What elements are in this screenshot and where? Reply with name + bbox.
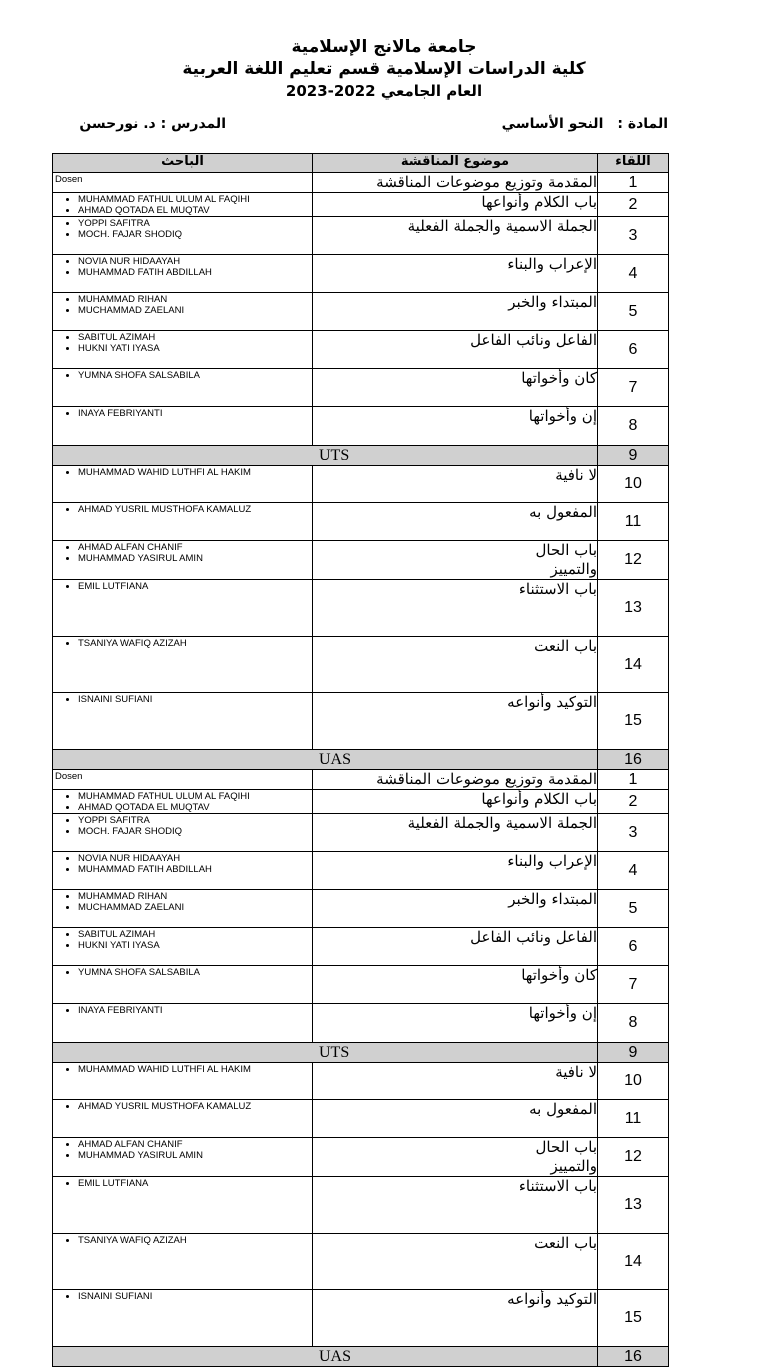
exam-label: UTS [53,446,598,466]
topic-text: التوكيد وأنواعه [507,1290,597,1308]
topic-text: باب الكلام وأنواعها [481,193,597,211]
topic-cell [313,1100,598,1138]
researcher-name: • TSANIYA WAFIQ AZIZAH [78,638,312,649]
researcher-name: • ISNAINI SUFIANI [78,694,312,705]
topic-cell [313,503,598,541]
topic-cell [313,293,598,331]
topic-cell [313,541,598,580]
table-row [53,193,669,217]
lecturer-label: Dosen [55,771,83,782]
table-row [53,1138,669,1177]
table-row [53,217,669,255]
exam-row [53,1347,669,1367]
teacher-value: د. نورحسن [79,116,156,132]
researcher-list [53,581,312,592]
topic-cell [313,173,598,193]
meeting-number: 15 [598,693,669,750]
topic-cell [313,407,598,446]
table-row [53,890,669,928]
meeting-number: 9 [598,446,669,466]
topic-text: الإعراب والبناء [507,255,597,273]
schedule-table [52,153,669,1367]
table-row [53,693,669,750]
meeting-number: 5 [598,293,669,331]
topic-cell [313,637,598,693]
header-meeting: اللقاء [598,154,669,173]
topic-text: الفاعل ونائب الفاعل [470,331,597,349]
meeting-number: 10 [598,466,669,503]
researcher-list [53,256,312,278]
researcher-cell [53,217,313,255]
researcher-name: • MUHAMMAD FATIH ABDILLAH [78,267,312,278]
table-row [53,814,669,852]
meeting-number: 1 [598,770,669,790]
meeting-number: 12 [598,541,669,580]
subject-line [502,116,668,132]
table-row [53,966,669,1004]
exam-row [53,750,669,770]
researcher-name: • NOVIA NUR HIDAAYAH [78,256,312,267]
topic-text: كان وأخواتها [521,966,597,984]
meeting-number: 12 [598,1138,669,1177]
researcher-list [53,967,312,978]
researcher-name: • INAYA FEBRIYANTI [78,408,312,419]
table-row [53,331,669,369]
researcher-name: • MUHAMMAD WAHID LUTHFI AL HAKIM [78,467,312,478]
header-topic: موضوع المناقشة [313,154,598,173]
meeting-number: 6 [598,928,669,966]
exam-row [53,1043,669,1063]
researcher-name: • MUCHAMMAD ZAELANI [78,902,312,913]
researcher-cell [53,369,313,407]
researcher-name: • SABITUL AZIMAH [78,929,312,940]
researcher-name: • YUMNA SHOFA SALSABILA [78,967,312,978]
lecturer-label: Dosen [55,174,83,185]
topic-cell [313,1138,598,1177]
meeting-number: 2 [598,790,669,814]
topic-text: الجملة الاسمية والجملة الفعلية [407,217,597,235]
course-meta [52,116,668,138]
table-row [53,1177,669,1234]
meeting-number: 1 [598,173,669,193]
researcher-cell [53,790,313,814]
topic-text: المفعول به [529,1100,597,1118]
researcher-list [53,370,312,381]
topic-cell [313,966,598,1004]
topic-cell [313,928,598,966]
topic-text: لا نافية [555,466,597,484]
researcher-name: • MUHAMMAD YASIRUL AMIN [78,1150,312,1161]
researcher-cell [53,1100,313,1138]
meeting-number: 11 [598,1100,669,1138]
researcher-list [53,408,312,419]
researcher-name: • MUHAMMAD FATIH ABDILLAH [78,864,312,875]
table-row [53,1234,669,1290]
topic-cell [313,369,598,407]
topic-cell [313,466,598,503]
researcher-cell [53,331,313,369]
table-row [53,173,669,193]
researcher-list [53,1005,312,1016]
researcher-list [53,1291,312,1302]
topic-cell [313,814,598,852]
topic-cell [313,1290,598,1347]
academic-year: العام الجامعي 2022-2023 [285,82,483,100]
researcher-cell [53,966,313,1004]
table-row [53,503,669,541]
topic-cell [313,770,598,790]
table-row [53,1100,669,1138]
topic-cell [313,1063,598,1100]
researcher-name: • MUHAMMAD WAHID LUTHFI AL HAKIM [78,1064,312,1075]
researcher-cell [53,1063,313,1100]
researcher-list [53,332,312,354]
researcher-list [53,929,312,951]
table-row [53,466,669,503]
researcher-name: • AHMAD ALFAN CHANIF [78,1139,312,1150]
table-row [53,255,669,293]
researcher-list [53,467,312,478]
exam-label: UTS [53,1043,598,1063]
researcher-name: • YOPPI SAFITRA [78,218,312,229]
topic-cell [313,852,598,890]
researcher-name: • TSANIYA WAFIQ AZIZAH [78,1235,312,1246]
researcher-name: • MUHAMMAD RIHAN [78,294,312,305]
researcher-name: • EMIL LUTFIANA [78,581,312,592]
meeting-number: 6 [598,331,669,369]
researcher-name: • MUHAMMAD YASIRUL AMIN [78,553,312,564]
table-row [53,852,669,890]
exam-label: UAS [53,1347,598,1367]
researcher-list [53,638,312,649]
topic-text: التوكيد وأنواعه [507,693,597,711]
researcher-list [53,504,312,515]
meeting-number: 5 [598,890,669,928]
researcher-list [53,694,312,705]
researcher-name: • MUHAMMAD FATHUL ULUM AL FAQIHI [78,194,312,205]
meeting-number: 8 [598,1004,669,1043]
researcher-list [53,1235,312,1246]
researcher-name: • MUHAMMAD FATHUL ULUM AL FAQIHI [78,791,312,802]
researcher-name: • YOPPI SAFITRA [78,815,312,826]
subject-value: النحو الأساسي [501,116,604,132]
schedule-body [53,173,669,1367]
researcher-cell [53,1177,313,1234]
topic-text: المقدمة وتوزيع موضوعات المناقشة [376,770,597,788]
topic-cell [313,693,598,750]
table-row [53,1004,669,1043]
topic-text: باب الحال [535,1138,597,1156]
researcher-cell [53,466,313,503]
university-title: جامعة مالانج الإسلامية [291,37,477,57]
meeting-number: 2 [598,193,669,217]
meeting-number: 7 [598,966,669,1004]
researcher-list [53,891,312,913]
researcher-name: • AHMAD QOTADA EL MUQTAV [78,802,312,813]
topic-text: المبتداء والخبر [508,293,597,311]
researcher-cell [53,407,313,446]
researcher-list [53,791,312,813]
researcher-name: • AHMAD QOTADA EL MUQTAV [78,205,312,216]
researcher-list [53,218,312,240]
topic-text: باب الحال [535,541,597,559]
topic-cell [313,193,598,217]
meeting-number: 3 [598,217,669,255]
topic-text: الإعراب والبناء [507,852,597,870]
topic-cell [313,1004,598,1043]
meeting-number: 14 [598,1234,669,1290]
researcher-name: • MUHAMMAD RIHAN [78,891,312,902]
meeting-number: 3 [598,814,669,852]
researcher-cell [53,1004,313,1043]
researcher-cell [53,852,313,890]
researcher-name: • MOCH. FAJAR SHODIQ [78,826,312,837]
researcher-cell [53,173,313,193]
teacher-label: المدرس : [160,116,226,132]
researcher-cell [53,541,313,580]
researcher-cell [53,580,313,637]
table-header-row [53,154,669,173]
faculty-title: كلية الدراسات الإسلامية قسم تعليم اللغة العربية [182,59,586,79]
topic-text: المبتداء والخبر [508,890,597,908]
meeting-number: 10 [598,1063,669,1100]
topic-cell [313,790,598,814]
researcher-cell [53,928,313,966]
meeting-number: 11 [598,503,669,541]
topic-cell [313,580,598,637]
topic-text: والتمييز [550,1157,597,1175]
topic-cell [313,331,598,369]
researcher-name: • SABITUL AZIMAH [78,332,312,343]
researcher-name: • INAYA FEBRIYANTI [78,1005,312,1016]
researcher-list [53,1101,312,1112]
table-row [53,369,669,407]
meeting-number: 16 [598,750,669,770]
researcher-cell [53,693,313,750]
topic-text: باب النعت [534,1234,597,1252]
topic-cell [313,255,598,293]
document-header [0,36,768,102]
researcher-list [53,542,312,564]
table-row [53,541,669,580]
researcher-cell [53,1234,313,1290]
topic-cell [313,1234,598,1290]
meeting-number: 13 [598,1177,669,1234]
meeting-number: 8 [598,407,669,446]
researcher-name: • ISNAINI SUFIANI [78,1291,312,1302]
researcher-name: • NOVIA NUR HIDAAYAH [78,853,312,864]
researcher-cell [53,814,313,852]
table-row [53,637,669,693]
researcher-cell [53,1138,313,1177]
table-row [53,580,669,637]
topic-text: كان وأخواتها [521,369,597,387]
researcher-cell [53,255,313,293]
researcher-name: • AHMAD ALFAN CHANIF [78,542,312,553]
researcher-cell [53,637,313,693]
table-row [53,790,669,814]
researcher-list [53,815,312,837]
researcher-name: • MOCH. FAJAR SHODIQ [78,229,312,240]
topic-text: لا نافية [555,1063,597,1081]
exam-row [53,446,669,466]
researcher-list [53,1178,312,1189]
topic-text: المفعول به [529,503,597,521]
table-row [53,928,669,966]
researcher-name: • EMIL LUTFIANA [78,1178,312,1189]
meeting-number: 15 [598,1290,669,1347]
researcher-list [53,194,312,216]
meeting-number: 4 [598,255,669,293]
meeting-number: 14 [598,637,669,693]
researcher-cell [53,1290,313,1347]
topic-cell [313,1177,598,1234]
researcher-name: • HUKNI YATI IYASA [78,343,312,354]
researcher-cell [53,193,313,217]
topic-text: الفاعل ونائب الفاعل [470,928,597,946]
topic-cell [313,890,598,928]
researcher-name: • HUKNI YATI IYASA [78,940,312,951]
researcher-name: • YUMNA SHOFA SALSABILA [78,370,312,381]
topic-text: باب النعت [534,637,597,655]
header-researcher: الباحث [53,154,313,173]
researcher-name: • AHMAD YUSRIL MUSTHOFA KAMALUZ [78,504,312,515]
table-row [53,293,669,331]
exam-label: UAS [53,750,598,770]
researcher-cell [53,503,313,541]
meeting-number: 4 [598,852,669,890]
topic-text: إن وأخواتها [528,1004,597,1022]
table-row [53,407,669,446]
topic-text: المقدمة وتوزيع موضوعات المناقشة [376,173,597,191]
table-row [53,1290,669,1347]
researcher-cell [53,890,313,928]
topic-text: إن وأخواتها [528,407,597,425]
researcher-name: • AHMAD YUSRIL MUSTHOFA KAMALUZ [78,1101,312,1112]
topic-text: والتمييز [550,560,597,578]
researcher-list [53,294,312,316]
researcher-name: • MUCHAMMAD ZAELANI [78,305,312,316]
table-row [53,770,669,790]
topic-text: باب الاستثناء [518,1177,597,1195]
researcher-list [53,853,312,875]
researcher-cell [53,293,313,331]
subject-label: المادة : [617,116,668,132]
meeting-number: 16 [598,1347,669,1367]
researcher-list [53,1064,312,1075]
researcher-list [53,1139,312,1161]
topic-text: باب الاستثناء [518,580,597,598]
topic-cell [313,217,598,255]
table-row [53,1063,669,1100]
meeting-number: 9 [598,1043,669,1063]
meeting-number: 7 [598,369,669,407]
topic-text: الجملة الاسمية والجملة الفعلية [407,814,597,832]
meeting-number: 13 [598,580,669,637]
teacher-line [79,116,226,132]
researcher-cell [53,770,313,790]
topic-text: باب الكلام وأنواعها [481,790,597,808]
